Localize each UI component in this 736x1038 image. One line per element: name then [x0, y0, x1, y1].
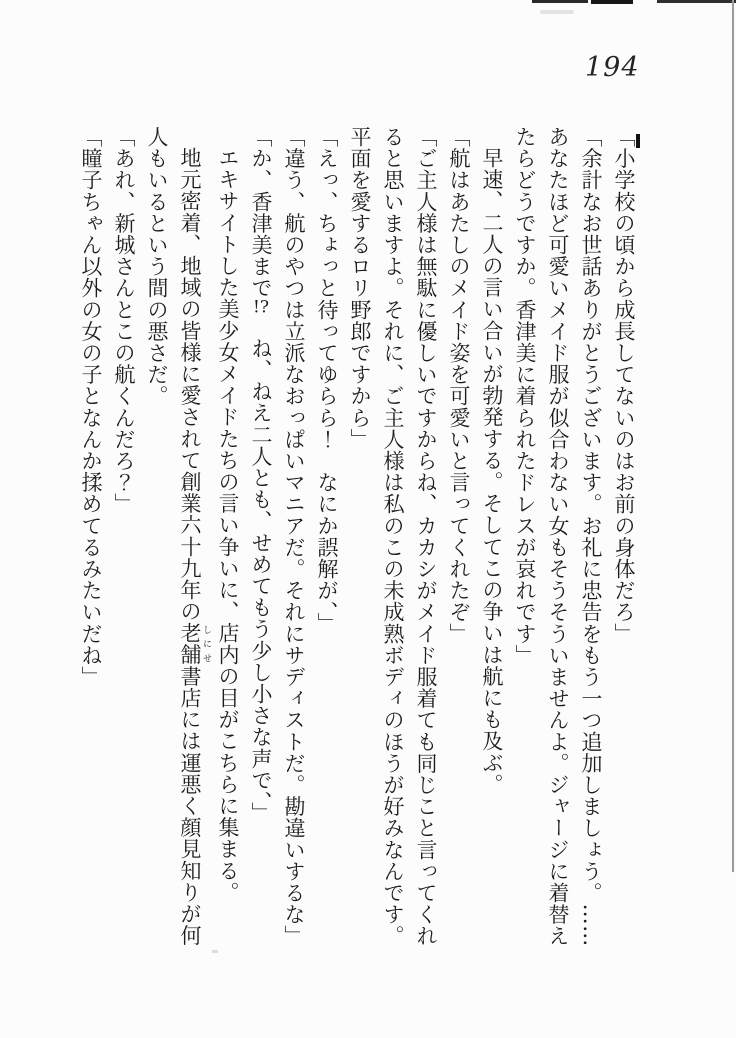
scan-artifact-top-bar	[532, 0, 588, 3]
text-line: 人もいるという間の悪さだ。	[145, 126, 169, 407]
scan-artifact-smudge	[540, 10, 574, 14]
tate-chu-yoko: !?	[253, 298, 269, 316]
text-line: 「あれ、新城さんとこの航くんだろ？」	[112, 126, 136, 515]
scan-artifact-top-bar	[591, 0, 633, 4]
text-line: たらどうですか。香津美に着られたドレスが哀れです」	[513, 126, 537, 666]
text-line: 「小学校の頃から成長してないのはお前の身体だろ」	[612, 126, 636, 645]
scan-artifact-right-edge	[732, 0, 734, 872]
text-columns	[74, 126, 640, 962]
text-line: エキサイトした美少女メイドたちの言い争いに、店内の目がこちらに集まる。	[216, 147, 240, 903]
text-line: 「か、香津美まで!? ね、ねえ二人とも、せめてもう少し小さな声で、」	[249, 126, 273, 824]
ruby-annotated-word: 老舗 しにせ	[178, 622, 211, 666]
text-line: 「違う、航のやつは立派なおっぱいマニアだ。それにサディストだ。勘違いするな」	[282, 126, 306, 947]
text-line: 「ご主人様は無駄に優しいですからね、カカシがメイド服着ても同じこと言ってくれ	[414, 126, 438, 947]
text-line: 「余計なお世話ありがとうございます。お礼に忠告をもう一つ追加しましょう。……	[579, 126, 603, 947]
text-line: 「瞳子ちゃん以外の女の子となんか揉めてるみたいだね」	[79, 126, 103, 688]
text-line: 「えっ、ちょっと待ってゆらら！ なにか誤解が、」	[315, 126, 339, 634]
page-number: 194	[585, 52, 640, 83]
text-line: 早速、二人の言い合いが勃発する。そしてこの争いは航にも及ぶ。	[480, 147, 504, 795]
text-line: 地元密着、地域の皆様に愛されて創業六十九年の老舗 しにせ書店には運悪く顔見知りが何	[178, 147, 211, 947]
text-line: ると思いますよ。それに、ご主人様は私のこの未成熟ボディのほうが好みなんです。	[381, 126, 405, 947]
text-line: あなたほど可愛いメイド服が似合わない女もそうそういませんよ。ジャージに着替え	[546, 126, 570, 947]
text-line: 「航はあたしのメイド姿を可愛いと言ってくれたぞ」	[447, 126, 471, 645]
text-line: 平面を愛するロリ野郎ですから」	[348, 126, 372, 450]
scan-artifact-top-bar	[657, 0, 736, 3]
